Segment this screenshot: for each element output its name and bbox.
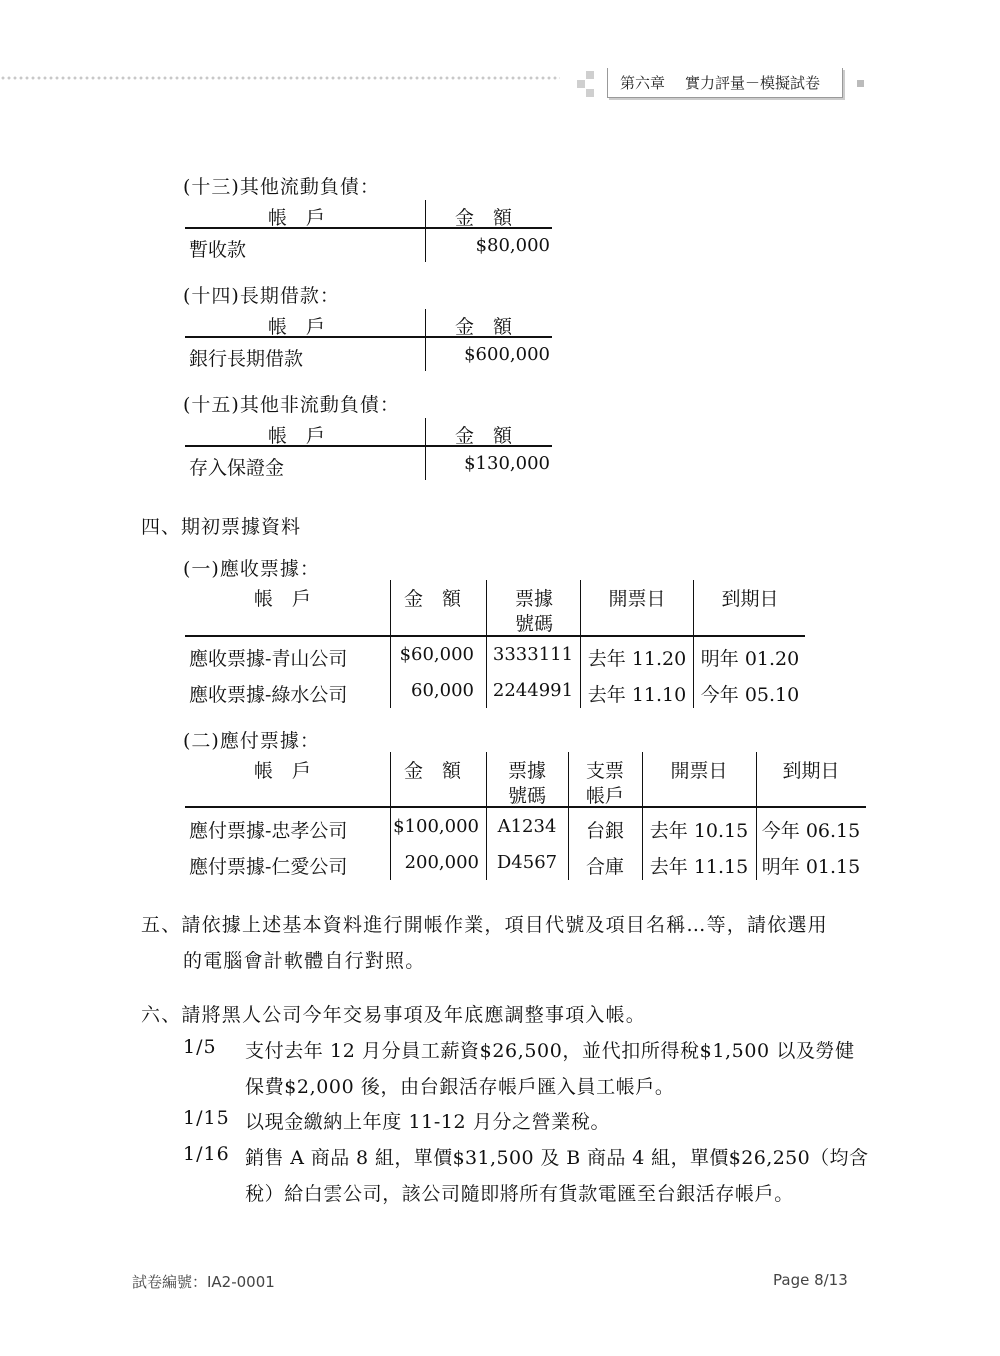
pay-row-1-note-no: A1234 xyxy=(497,816,557,837)
rec-header-note-no-1: 票據 xyxy=(514,588,553,610)
section-6-title: 六、請將黑人公司今年交易事項及年底應調整事項入帳。 xyxy=(141,1004,647,1026)
rec-row-1-amount: $60,000 xyxy=(399,644,474,665)
rec-header-account: 帳 戶 xyxy=(254,588,312,610)
rec-header-issue: 開票日 xyxy=(608,588,666,610)
item-3-line-1: 銷售 A 商品 8 組，單價$31,500 及 B 商品 4 組，單價$26,250（均含 xyxy=(245,1147,869,1169)
section-5-line-1: 五、請依據上述基本資料進行開帳作業，項目代號及項目名稱…等，請依選用 xyxy=(141,914,828,936)
section-14-title: (十四)長期借款： xyxy=(183,285,340,307)
sec13-row-account: 暫收款 xyxy=(189,239,247,261)
sec14-row-amount: $600,000 xyxy=(464,344,550,365)
section-15-title: (十五)其他非流動負債： xyxy=(183,394,400,416)
pay-row-2-account: 應付票據-仁愛公司 xyxy=(189,856,348,878)
item-3-line-2: 稅）給白雲公司，該公司隨即將所有貨款電匯至台銀活存帳戶。 xyxy=(245,1183,794,1205)
pay-header-note-no-1: 票據 xyxy=(507,760,546,782)
table-divider xyxy=(390,752,391,880)
table-divider xyxy=(486,580,487,708)
sec13-header-account: 帳 戶 xyxy=(268,207,326,229)
table-divider xyxy=(425,200,426,262)
rec-row-2-due: 今年 05.10 xyxy=(700,684,800,706)
section-5-line-2: 的電腦會計軟體自行對照。 xyxy=(183,950,426,972)
table-divider xyxy=(693,580,694,708)
pay-row-2-amount: 200,000 xyxy=(404,852,479,873)
page-number: Page 8/13 xyxy=(773,1271,848,1289)
table-divider xyxy=(568,752,569,880)
pay-row-1-issue: 去年 10.15 xyxy=(649,820,749,842)
pay-header-amount: 金 額 xyxy=(404,760,462,782)
sec15-header-account: 帳 戶 xyxy=(268,425,326,447)
rec-row-1-account: 應收票據-青山公司 xyxy=(189,648,348,670)
sec14-header-account: 帳 戶 xyxy=(268,316,326,338)
pay-row-1-bank: 台銀 xyxy=(585,820,624,842)
chapter-number: 第六章 xyxy=(620,74,666,92)
item-2-line-1: 以現金繳納上年度 11-12 月分之營業稅。 xyxy=(245,1111,611,1133)
sec14-row-account: 銀行長期借款 xyxy=(189,348,304,370)
pay-header-note-no-2: 號碼 xyxy=(507,785,546,807)
item-1-line-1: 支付去年 12 月分員工薪資$26,500，並代扣所得稅$1,500 以及勞健 xyxy=(245,1040,855,1062)
chapter-header xyxy=(607,68,843,98)
section-13-title: (十三)其他流動負債： xyxy=(183,176,380,198)
item-2-date: 1/15 xyxy=(183,1107,230,1129)
rec-header-note-no-2: 號碼 xyxy=(514,613,553,635)
sec13-row-amount: $80,000 xyxy=(475,235,550,256)
pay-header-account: 帳 戶 xyxy=(254,760,312,782)
rec-row-1-due: 明年 01.20 xyxy=(700,648,800,670)
sec14-header-amount: 金 額 xyxy=(455,316,513,338)
exam-number: 試卷編號：IA2-0001 xyxy=(132,1273,275,1291)
pay-row-2-issue: 去年 11.15 xyxy=(649,856,749,878)
table-divider xyxy=(390,580,391,708)
sec15-header-amount: 金 額 xyxy=(455,425,513,447)
header-dotted-line xyxy=(0,76,560,80)
item-3-date: 1/16 xyxy=(183,1143,230,1165)
item-1-line-2: 保費$2,000 後，由台銀活存帳戶匯入員工帳戶。 xyxy=(245,1076,675,1098)
table-divider xyxy=(642,752,643,880)
rec-row-2-note-no: 2244991 xyxy=(492,680,574,701)
table-divider xyxy=(486,752,487,880)
pay-header-issue: 開票日 xyxy=(670,760,728,782)
pay-row-2-due: 明年 01.15 xyxy=(761,856,861,878)
pay-header-bank-1: 支票 xyxy=(585,760,624,782)
table-divider xyxy=(425,309,426,371)
rec-header-amount: 金 額 xyxy=(404,588,462,610)
pay-row-1-account: 應付票據-忠孝公司 xyxy=(189,820,348,842)
table-divider xyxy=(425,418,426,480)
sec15-row-amount: $130,000 xyxy=(464,453,550,474)
pay-row-1-amount: $100,000 xyxy=(393,816,479,837)
header-square-icon xyxy=(577,80,585,88)
rec-row-2-amount: 60,000 xyxy=(411,680,474,701)
table-rule xyxy=(185,445,552,447)
item-1-date: 1/5 xyxy=(183,1036,217,1058)
sec15-row-account: 存入保證金 xyxy=(189,457,285,479)
pay-header-due: 到期日 xyxy=(782,760,840,782)
receivable-title: (一)應收票據： xyxy=(183,558,320,580)
header-end-square-icon xyxy=(857,80,864,87)
pay-row-2-bank: 合庫 xyxy=(585,856,624,878)
payable-title: (二)應付票據： xyxy=(183,730,320,752)
pay-row-1-due: 今年 06.15 xyxy=(761,820,861,842)
table-divider xyxy=(756,752,757,880)
table-rule xyxy=(185,635,805,637)
sec13-header-amount: 金 額 xyxy=(455,207,513,229)
rec-row-2-account: 應收票據-綠水公司 xyxy=(189,684,348,706)
rec-header-due: 到期日 xyxy=(721,588,779,610)
pay-row-2-note-no: D4567 xyxy=(496,852,558,873)
table-rule xyxy=(185,336,552,338)
table-divider xyxy=(580,580,581,708)
section-4-title: 四、期初票據資料 xyxy=(141,516,302,538)
rec-row-1-issue: 去年 11.20 xyxy=(587,648,687,670)
table-rule xyxy=(185,806,866,808)
table-rule xyxy=(185,227,552,229)
header-square-icon xyxy=(586,89,594,97)
chapter-title: 實力評量－模擬試卷 xyxy=(685,74,821,92)
rec-row-1-note-no: 3333111 xyxy=(492,644,574,665)
header-square-icon xyxy=(586,71,594,79)
pay-header-bank-2: 帳戶 xyxy=(585,785,624,807)
rec-row-2-issue: 去年 11.10 xyxy=(587,684,687,706)
